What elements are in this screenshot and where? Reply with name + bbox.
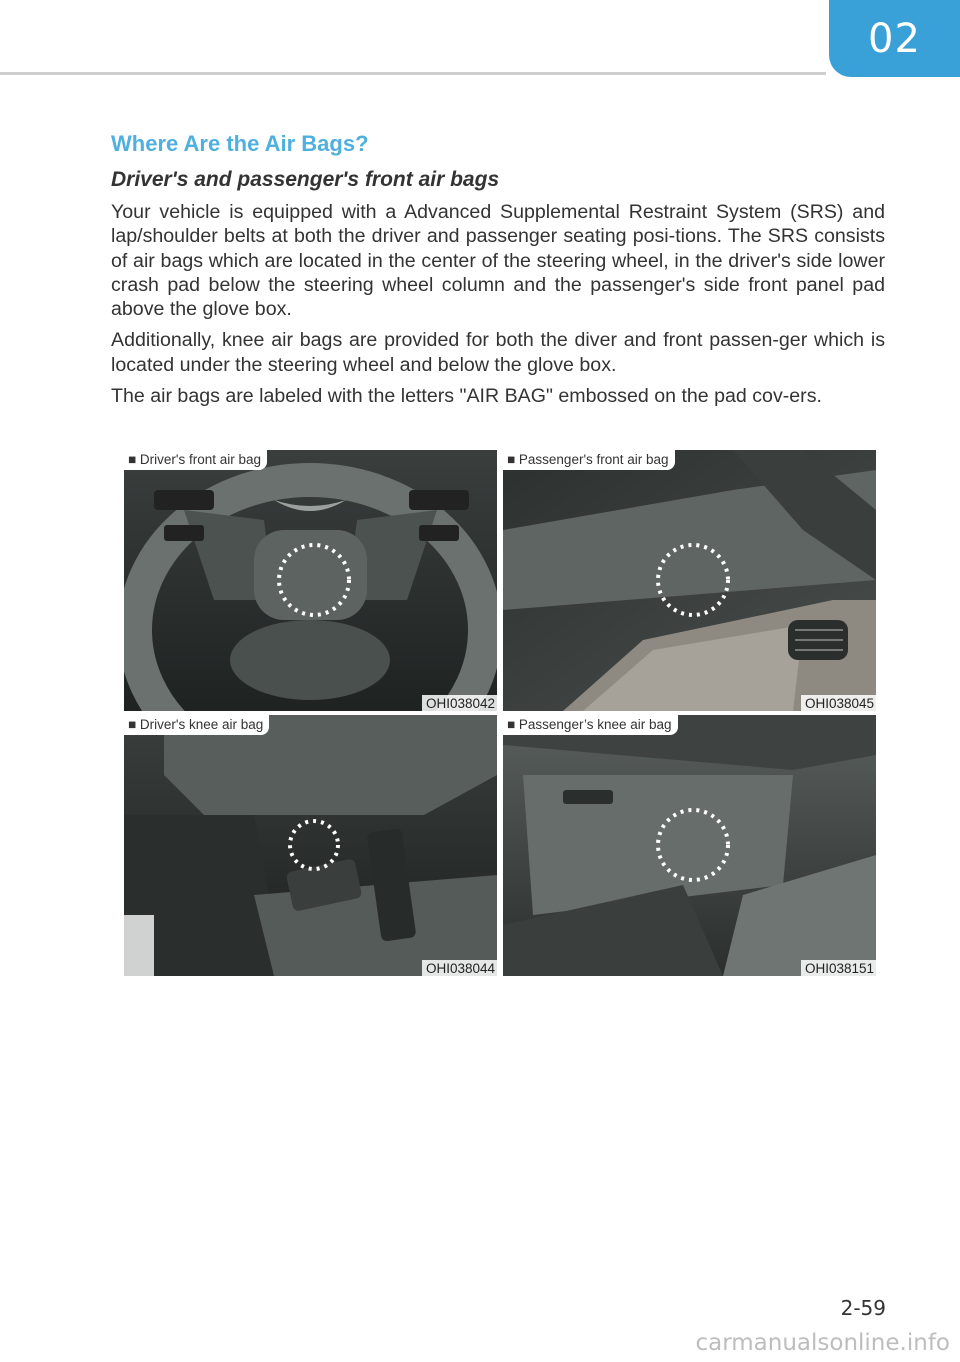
figure-driver-knee-airbag [124,715,497,976]
paragraph: Your vehicle is equipped with a Advanced Supplemental Restraint System (SRS) and lap/shoulder belts at both the driver and passenger seating posi-tions. The SRS consists of air bags which are located in the center of the steering wheel, in the driver's side lower crash pad below the steering wheel column and the passenger's side front panel pad above the glove box. [111,201,885,321]
figure-caption: ■ Passenger’s knee air bag [503,715,678,735]
figure-code: OHI038042 [422,695,497,711]
header-rule [0,72,826,75]
subsection-title: Driver's and passenger's front air bags [111,168,500,191]
figure-code: OHI038045 [801,695,876,711]
figure-passenger-knee-airbag [503,715,876,976]
watermark: carmanualsonline.info [695,1330,950,1356]
glove-box-illustration [503,715,876,976]
figure-caption: ■ Driver's knee air bag [124,715,269,735]
steering-wheel-illustration [124,450,497,711]
figure-caption: ■ Passenger's front air bag [503,450,675,470]
body-text [111,200,885,415]
paragraph: Additionally, knee air bags are provided for both the diver and front passen-ger which is located under the steering wheel and below the glove box. [111,329,885,376]
dashboard-illustration [503,450,876,711]
figure-code: OHI038044 [422,960,497,976]
chapter-tab: 02 [829,0,960,77]
figure-caption: ■ Driver's front air bag [124,450,267,470]
footwell-illustration [124,715,497,976]
figure-grid [124,450,876,976]
page-number: 2-59 [840,1296,886,1320]
figure-code: OHI038151 [801,960,876,976]
section-title: Where Are the Air Bags? [111,131,369,156]
paragraph: The air bags are labeled with the letters "AIR BAG" embossed on the pad cov-ers. [111,385,822,408]
figure-passenger-front-airbag [503,450,876,711]
figure-driver-front-airbag [124,450,497,711]
